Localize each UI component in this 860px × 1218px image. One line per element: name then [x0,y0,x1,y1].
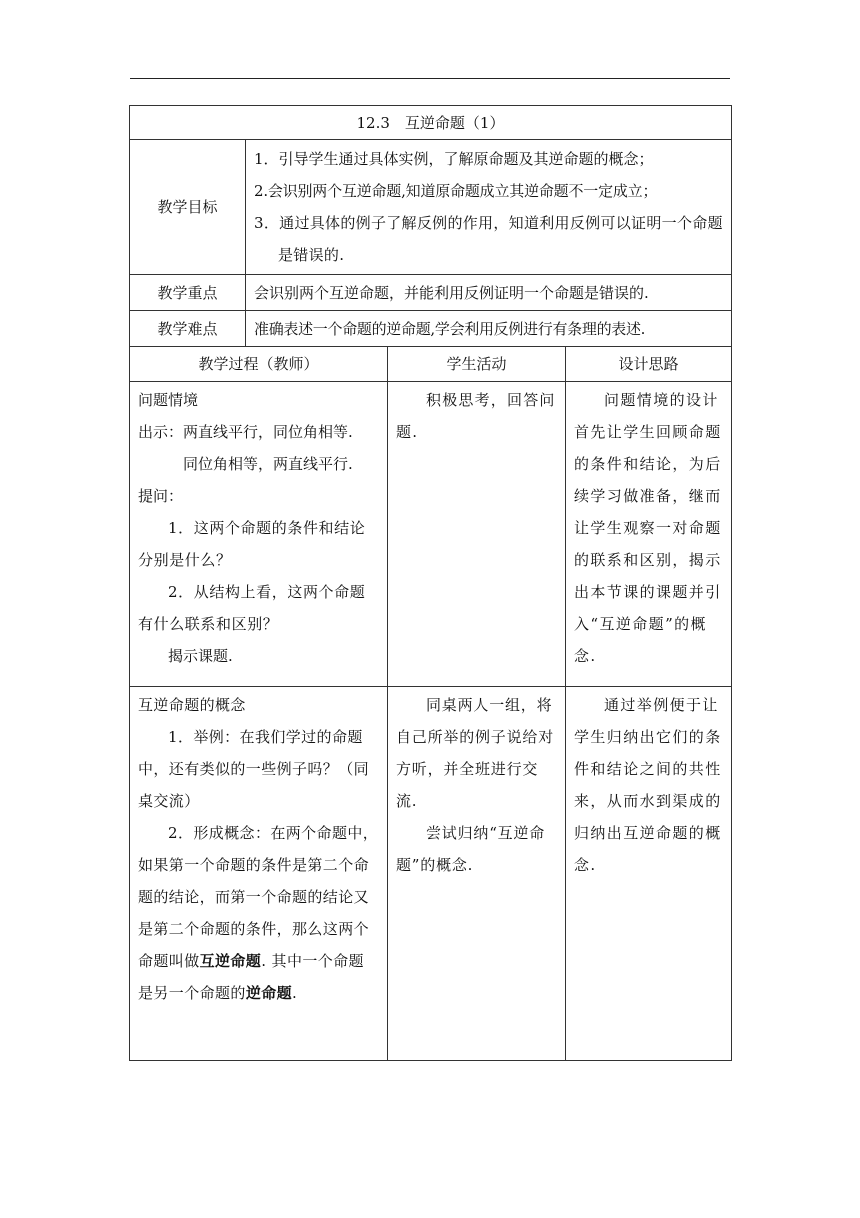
section2-design [565,686,732,1061]
objectives-label [129,139,246,275]
section2-teacher [129,686,388,1061]
section1-show1: 出示：两直线平行，同位角相等. [138,423,353,441]
section2-p2 [138,817,379,1009]
section1-heading: 问题情境 [138,391,199,409]
section2-heading: 互逆命题的概念 [138,696,246,714]
section1-show2: 同位角相等，两直线平行. [183,455,353,473]
column-header-design [565,346,732,382]
column-header-student [387,346,566,382]
difficulty-content [245,310,732,347]
key-point-label-text: 教学重点 [157,283,218,302]
key-point-content [245,274,732,311]
section2-student-text1: 同桌两人一组，将自己所举的例子说给对方听，并全班进行交流. [396,696,555,810]
objective-item-3: 3．通过具体的例子了解反例的作用，知道利用反例可以证明一个命题是错误的. [254,214,723,264]
section1-student-text: 积极思考，回答问题. [396,391,556,441]
section2-p2-end: . [292,984,298,1002]
section1-design-text: 问题情境的设计首先让学生回顾命题的条件和结论，为后续学习做准备，继而让学生观察一对命题的联系和区别，揭示出本节课的课题并引入“互逆命题”的概念. [574,391,722,665]
section2-p2-mid: . 其中一个命题是另一个命题的 [138,952,364,1002]
objectives-label-text: 教学目标 [157,198,218,216]
lesson-title-text: 12.3 互逆命题（1） [356,113,505,132]
term-converse: 逆命题 [245,984,293,1002]
key-point-text: 会识别两个互逆命题，并能利用反例证明一个命题是错误的. [254,284,649,302]
section1-q2: 2．从结构上看，这两个命题有什么联系和区别？ [138,583,366,633]
objective-item-2: 2.会识别两个互逆命题,知道原命题成立其逆命题不一定成立； [254,182,658,200]
lesson-title [129,105,732,140]
section1-ask: 提问： [138,487,184,505]
section2-p1: 1．举例：在我们学过的命题中，还有类似的一些例子吗？（同桌交流） [138,728,370,810]
objectives-content [245,139,732,275]
section1-teacher [129,381,388,687]
section2-design-text: 通过举例便于让学生归纳出它们的条件和结论之间的共性来，从而水到渠成的归纳出互逆命题的概念. [574,696,722,874]
term-mutual-converse: 互逆命题 [199,952,262,970]
header-rule [130,78,730,79]
objective-item-1: 1．引导学生通过具体实例，了解原命题及其逆命题的概念； [254,150,654,168]
section1-student [387,381,566,687]
column-header-teacher-text: 教学过程（教师） [198,355,319,373]
column-header-teacher [129,346,388,382]
difficulty-label [129,310,246,347]
section1-reveal: 揭示课题. [168,647,233,665]
difficulty-text: 准确表述一个命题的逆命题,学会利用反例进行有条理的表述. [254,320,646,338]
key-point-label [129,274,246,311]
section1-q1: 1．这两个命题的条件和结论分别是什么？ [138,519,366,569]
section2-student [387,686,566,1061]
section1-design [565,381,732,687]
column-header-design-text: 设计思路 [618,355,679,373]
section2-p2-text: 2．形成概念：在两个命题中，如果第一个命题的条件是第二个命题的结论，而第一个命题的结论又是第二个命题的条件，那么这两个命题叫做 [138,824,379,970]
difficulty-label-text: 教学难点 [157,319,218,338]
column-header-student-text: 学生活动 [446,355,507,373]
section2-student-text2: 尝试归纳“互逆命题”的概念. [396,824,546,874]
